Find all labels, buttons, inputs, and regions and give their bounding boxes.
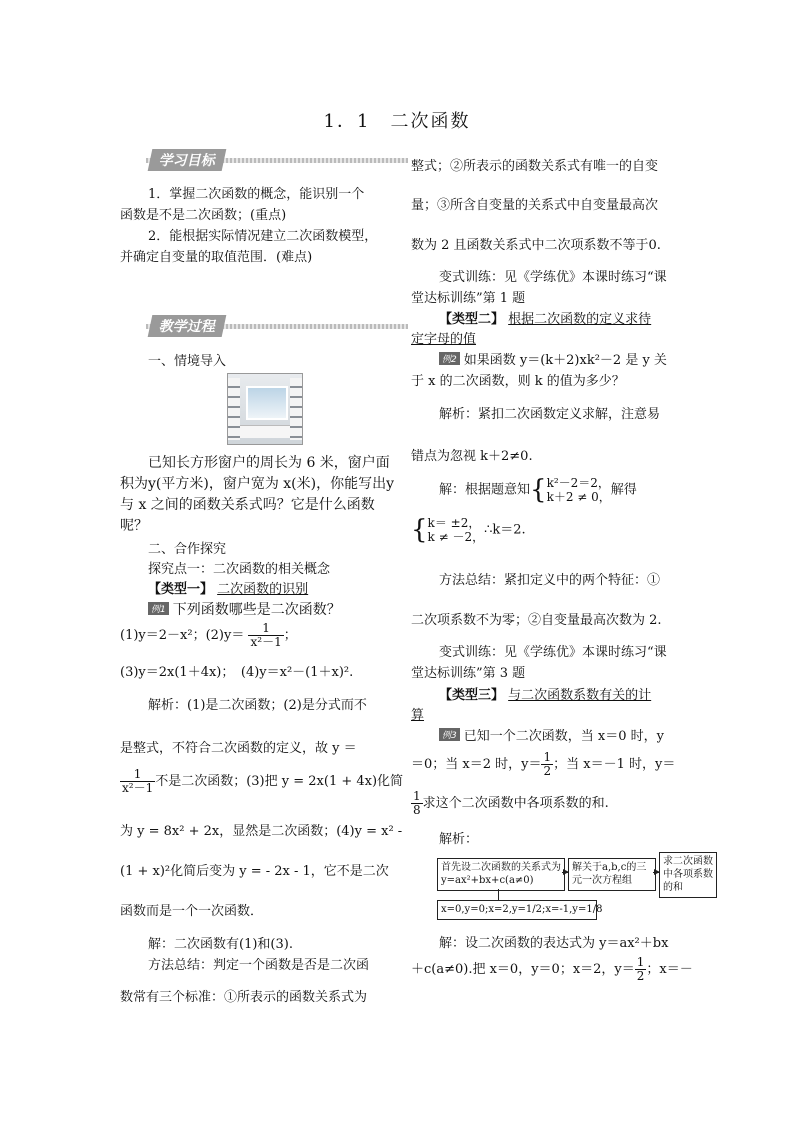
example-text: ；当 x＝－1 时，y＝ bbox=[553, 757, 676, 772]
right-line: 数为 2 且函数关系式中二次项系数不等于0. bbox=[411, 238, 661, 253]
numerator: 1 bbox=[636, 955, 645, 969]
solution-text: ＋c(a≠0).把 x＝0，y＝0；x＝2，y＝ bbox=[411, 962, 635, 977]
fraction bbox=[248, 622, 283, 649]
equation: k²－2＝2， bbox=[546, 476, 610, 490]
section-label: 教学过程 bbox=[148, 315, 227, 337]
solution2 bbox=[439, 476, 637, 504]
example2-text: 如果函数 y＝(k＋2)xk²－2 是 y 关 bbox=[463, 353, 667, 368]
denominator: x²－1 bbox=[250, 635, 282, 649]
method2-line: 二次项系数不为零；②自变量最高次数为 2. bbox=[411, 613, 662, 628]
example1-text: 下列函数哪些是二次函数？ bbox=[172, 602, 341, 618]
page-title: 1．1 二次函数 bbox=[323, 111, 471, 132]
goal-1b: 函数是不是二次函数；(重点) bbox=[120, 208, 287, 223]
analysis1-line3 bbox=[120, 768, 403, 795]
variant1-line: 堂达标训练”第 1 题 bbox=[411, 291, 526, 306]
equation: k＝ ±2， bbox=[427, 516, 481, 530]
numerator: 1 bbox=[543, 750, 552, 764]
denominator: x²－1 bbox=[122, 781, 154, 795]
method1-line: 方法总结：判定一个函数是否是二次函 bbox=[148, 958, 370, 973]
option-text: (1)y＝2－x²；(2)y＝ bbox=[120, 628, 245, 643]
method1-line: 数常有三个标准：①所表示的函数关系式为 bbox=[120, 990, 368, 1005]
example1 bbox=[148, 599, 341, 619]
numerator: 1 bbox=[248, 622, 283, 636]
fraction bbox=[411, 790, 423, 817]
fraction bbox=[120, 768, 155, 795]
right-line: 量；③所含自变量的关系式中自变量最高次 bbox=[411, 198, 659, 213]
example2 bbox=[439, 349, 667, 368]
example2-line2: 于 x 的二次函数，则 k 的值为多少？ bbox=[411, 374, 625, 389]
analysis-text: 不是二次函数；(3)把 y = 2x(1 + 4x)化简 bbox=[155, 774, 404, 789]
result-system bbox=[428, 516, 485, 544]
story-line: 积为y(平方米)，窗户宽为 x(米)，你能写出y bbox=[120, 476, 395, 492]
option-tail: ； bbox=[283, 628, 297, 643]
equation-system bbox=[547, 476, 611, 504]
solution2-result bbox=[411, 516, 526, 544]
point1-heading: 探究点一：二次函数的相关概念 bbox=[148, 562, 331, 577]
method2-line: 方法总结：紧扣定义中的两个特征：① bbox=[439, 573, 661, 588]
section-header-process bbox=[146, 316, 408, 336]
result-text: ∴k＝2. bbox=[484, 522, 526, 538]
window-seat bbox=[240, 425, 290, 438]
example-badge: 例2 bbox=[439, 352, 460, 365]
fraction bbox=[541, 751, 553, 778]
solution3-line: 解：设二次函数的表达式为 y＝ax²＋bx bbox=[439, 936, 669, 951]
variant2-line: 变式训练：见《学练优》本课时练习“课 bbox=[439, 645, 667, 660]
equation: k＋2 ≠ 0， bbox=[546, 490, 611, 504]
analysis3: 解析： bbox=[439, 832, 479, 847]
window-photo bbox=[227, 373, 303, 445]
window bbox=[246, 386, 288, 420]
denominator: 2 bbox=[543, 764, 552, 778]
flow-box-values: x=0,y=0;x=2,y=1/2;x=-1,y=1/8 bbox=[437, 900, 597, 920]
analysis2-line: 错点为忽视 k＋2≠0. bbox=[411, 449, 533, 464]
story-line: 与 x 之间的函数关系式吗？它是什么函数 bbox=[120, 497, 375, 513]
flow-box-sum: 求二次函数中各项系数的和 bbox=[659, 852, 717, 898]
solution1: 解：二次函数有(1)和(3). bbox=[148, 937, 293, 952]
type2-heading bbox=[439, 308, 651, 327]
bookshelf-left bbox=[228, 378, 240, 440]
intro-heading: 一、情境导入 bbox=[148, 354, 227, 369]
type3-title: 与二次函数系数有关的计 bbox=[508, 688, 652, 703]
example1-options-a bbox=[120, 622, 297, 649]
equation: k ≠ －2， bbox=[427, 530, 485, 544]
analysis1-line: 函数而是一个一次函数． bbox=[120, 904, 264, 919]
numerator: 1 bbox=[413, 789, 421, 803]
type3-title-cont: 算 bbox=[411, 708, 425, 723]
denominator: 8 bbox=[413, 803, 421, 817]
example3-text: 已知一个二次函数，当 x＝0 时，y bbox=[463, 729, 664, 744]
brace: { bbox=[530, 475, 547, 505]
goal-1a: 1．掌握二次函数的概念，能识别一个 bbox=[148, 187, 365, 202]
analysis1-line: 是整式，不符合二次函数的定义，故 y ＝ bbox=[120, 741, 357, 756]
flow-box-setup: 首先设二次函数的关系式为y=ax²+bx+c(a≠0) bbox=[437, 858, 565, 891]
section-header-goals bbox=[146, 150, 408, 170]
solution3-line2 bbox=[411, 956, 693, 983]
numerator: 1 bbox=[120, 768, 155, 782]
analysis2-line: 解析：紧扣二次函数定义求解，注意易 bbox=[439, 407, 661, 422]
type2-title: 根据二次函数的定义求待 bbox=[508, 312, 652, 327]
goal-2a: 2．能根据实际情况建立二次函数模型， bbox=[148, 229, 378, 244]
flow-box-solve: 解关于a,b,c的三元一次方程组 bbox=[568, 858, 656, 891]
variant1-line: 变式训练：见《学练优》本课时练习“课 bbox=[439, 270, 667, 285]
type1-heading bbox=[148, 578, 308, 597]
example3-line2 bbox=[411, 751, 675, 778]
type2-label: 【类型二】 bbox=[439, 312, 505, 327]
fraction bbox=[635, 956, 647, 983]
denominator: 2 bbox=[636, 969, 645, 983]
brace: { bbox=[411, 515, 428, 545]
example-text: ＝0；当 x＝2 时，y＝ bbox=[411, 757, 542, 772]
story-line: 已知长方形窗户的周长为 6 米，窗户面 bbox=[148, 455, 390, 471]
analysis1-line: 解析：(1)是二次函数；(2)是分式而不 bbox=[148, 698, 367, 713]
example1-options-b: (3)y＝2x(1＋4x)； (4)y＝x²－(1＋x)². bbox=[120, 665, 354, 680]
example-badge: 例1 bbox=[148, 602, 169, 615]
solution-text: ；x＝－ bbox=[646, 962, 693, 977]
analysis1-line: 为 y = 8x² + 2x，显然是二次函数；(4)y = x² - bbox=[120, 824, 403, 839]
flow-connector bbox=[498, 889, 499, 900]
type1-title: 二次函数的识别 bbox=[217, 582, 309, 597]
example-badge: 例3 bbox=[439, 728, 460, 741]
story-line: 呢？ bbox=[120, 518, 148, 534]
type3-label: 【类型三】 bbox=[439, 688, 505, 703]
variant2-line: 堂达标训练”第 3 题 bbox=[411, 666, 526, 681]
goal-2b: 并确定自变量的取值范围．(难点) bbox=[120, 250, 313, 265]
analysis1-line: (1 + x)²化简后变为 y = - 2x - 1，它不是二次 bbox=[120, 864, 389, 879]
solution-text: 解：根据题意知 bbox=[439, 482, 531, 498]
example3 bbox=[439, 725, 664, 744]
solution-text: 解得 bbox=[610, 482, 637, 498]
example3-line3 bbox=[411, 790, 609, 817]
section-label: 学习目标 bbox=[148, 149, 227, 171]
type3-heading bbox=[439, 684, 651, 703]
type1-label: 【类型一】 bbox=[148, 582, 214, 597]
type2-title-cont: 定字母的值 bbox=[411, 332, 477, 347]
bookshelf-right bbox=[290, 378, 302, 440]
right-line: 整式；②所表示的函数关系式有唯一的自变 bbox=[411, 159, 659, 174]
example-text: 求这个二次函数中各项系数的和. bbox=[422, 796, 609, 811]
coop-heading: 二、合作探究 bbox=[148, 542, 227, 557]
